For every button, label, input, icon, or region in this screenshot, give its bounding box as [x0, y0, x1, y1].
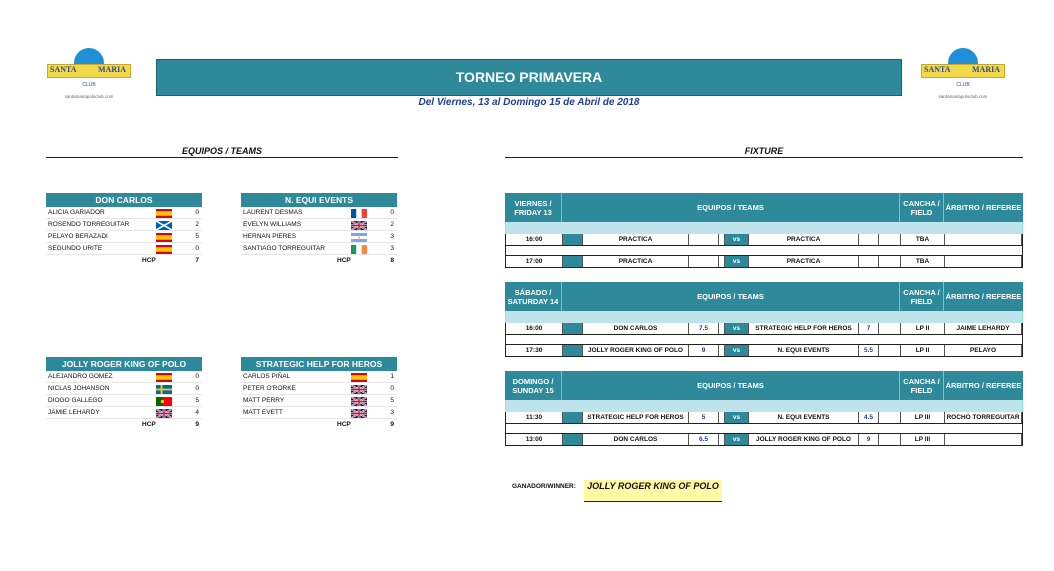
ireland-flag-icon	[351, 245, 367, 254]
player-row	[241, 383, 397, 395]
player-name: SEGUNDO URITE	[48, 245, 103, 252]
home-team: DON CARLOS	[583, 323, 689, 334]
away-score: 5.5	[859, 345, 879, 356]
match-row	[505, 434, 1023, 446]
spain-flag-icon	[156, 373, 172, 382]
player-name: SANTIAGO TORREGUITAR	[243, 245, 325, 252]
player-name: MATT PERRY	[243, 397, 285, 404]
player-name: DIOGO GALLEGO	[48, 397, 103, 404]
team-total: HCP 7	[142, 257, 199, 264]
player-name: NICLAS JOHANSON	[48, 385, 110, 392]
away-score: 7	[859, 323, 879, 334]
player-handicap: 4	[195, 409, 199, 416]
match-referee	[945, 434, 1022, 445]
match-time: 17:00	[506, 256, 563, 267]
player-handicap: 0	[390, 209, 394, 216]
player-row	[241, 219, 397, 231]
player-name: PETER O'RORKE	[243, 385, 296, 392]
page-title: TORNEO PRIMAVERA	[156, 59, 902, 96]
match-referee	[945, 256, 1022, 267]
player-row	[241, 243, 397, 255]
uk-flag-icon	[351, 409, 367, 418]
player-row	[46, 207, 202, 219]
away-team: STRATEGIC HELP FOR HEROS	[749, 323, 859, 334]
home-team: JOLLY ROGER KING OF POLO	[583, 345, 689, 356]
player-name: ALEJANDRO GOMEZ	[48, 373, 113, 380]
spain-flag-icon	[156, 245, 172, 254]
player-handicap: 0	[195, 209, 199, 216]
fixture-heading: FIXTURE	[505, 146, 1023, 158]
player-row	[241, 395, 397, 407]
player-row	[241, 231, 397, 243]
vs-label: vs	[725, 323, 749, 334]
player-handicap: 0	[390, 385, 394, 392]
home-score: 5	[689, 412, 719, 423]
sweden-flag-icon	[156, 385, 172, 394]
teams-heading: EQUIPOS / TEAMS	[46, 146, 398, 158]
winner-box: JOLLY ROGER KING OF POLO	[584, 480, 722, 502]
fixture-day	[505, 193, 1023, 268]
player-row	[46, 231, 202, 243]
match-row	[505, 412, 1023, 424]
away-team: PRACTICA	[749, 256, 859, 267]
argentina-flag-icon	[351, 233, 367, 242]
team-name: STRATEGIC HELP FOR HEROS	[241, 357, 397, 371]
uk-flag-icon	[351, 221, 367, 230]
teams-col-header: EQUIPOS / TEAMS	[562, 193, 900, 222]
day-label: SÁBADO / SATURDAY 14	[505, 282, 562, 311]
player-row	[241, 407, 397, 419]
match-row	[505, 234, 1023, 246]
vs-label: vs	[725, 256, 749, 267]
team-card	[241, 357, 397, 431]
player-handicap: 0	[195, 385, 199, 392]
vs-label: vs	[725, 345, 749, 356]
player-name: JAMIE LEHARDY	[48, 409, 100, 416]
vs-label: vs	[725, 412, 749, 423]
team-total: HCP 8	[337, 257, 394, 264]
player-handicap: 3	[390, 233, 394, 240]
player-name: HERNAN PIERES	[243, 233, 297, 240]
away-score: 9	[859, 434, 879, 445]
match-time: 11:30	[506, 412, 563, 423]
team-name: N. EQUI EVENTS	[241, 193, 397, 207]
match-time: 17:30	[506, 345, 563, 356]
teams-col-header: EQUIPOS / TEAMS	[562, 371, 900, 400]
uk-flag-icon	[351, 397, 367, 406]
away-score	[859, 234, 879, 245]
player-handicap: 3	[390, 409, 394, 416]
fixture-day	[505, 371, 1023, 446]
player-handicap: 0	[195, 245, 199, 252]
home-score	[689, 256, 719, 267]
fixture-day	[505, 282, 1023, 357]
player-name: EVELYN WILLIAMS	[243, 221, 302, 228]
away-score	[859, 256, 879, 267]
field-col-header: CANCHA / FIELD	[900, 282, 944, 311]
player-name: PELAYO BERAZADI	[48, 233, 108, 240]
club-logo-right: SANTA MARIA CLUB santamariapoloclub.com	[918, 44, 1008, 114]
home-score: 6.5	[689, 434, 719, 445]
player-name: ROSENDO TORREGUITAR	[48, 221, 130, 228]
player-row	[241, 207, 397, 219]
match-field: LP III	[901, 412, 945, 423]
home-score: 7.5	[689, 323, 719, 334]
player-row	[46, 219, 202, 231]
player-handicap: 2	[390, 221, 394, 228]
player-name: ALICIA GARIADOR	[48, 209, 105, 216]
match-referee: PELAYO	[945, 345, 1022, 356]
match-time: 16:00	[506, 323, 563, 334]
winner-label: GANADOR/WINNER:	[512, 483, 576, 490]
uk-flag-icon	[156, 409, 172, 418]
team-card	[46, 357, 202, 431]
match-row	[505, 256, 1023, 268]
home-team: DON CARLOS	[583, 434, 689, 445]
match-time: 16:00	[506, 234, 563, 245]
scotland-flag-icon	[156, 221, 172, 230]
match-row	[505, 345, 1023, 357]
player-name: CARLOS PIÑAL	[243, 373, 291, 380]
player-name: MATT EVETT	[243, 409, 283, 416]
match-field: LP II	[901, 345, 945, 356]
player-row	[241, 371, 397, 383]
player-handicap: 5	[195, 397, 199, 404]
day-label: DOMINGO / SUNDAY 15	[505, 371, 562, 400]
france-flag-icon	[351, 209, 367, 218]
page-subtitle: Del Viernes, 13 al Domingo 15 de Abril de 2018	[418, 97, 640, 108]
field-col-header: CANCHA / FIELD	[900, 193, 944, 222]
referee-col-header: ÁRBITRO / REFEREE	[945, 292, 1022, 301]
spain-flag-icon	[156, 209, 172, 218]
player-handicap: 3	[390, 245, 394, 252]
field-col-header: CANCHA / FIELD	[900, 371, 944, 400]
day-label: VIERNES / FRIDAY 13	[505, 193, 562, 222]
teams-col-header: EQUIPOS / TEAMS	[562, 282, 900, 311]
match-time: 13:00	[506, 434, 563, 445]
portugal-flag-icon	[156, 397, 172, 406]
team-total: HCP 9	[142, 421, 199, 428]
match-referee	[945, 234, 1022, 245]
away-score: 4.5	[859, 412, 879, 423]
spain-flag-icon	[156, 233, 172, 242]
uk-flag-icon	[351, 385, 367, 394]
vs-label: vs	[725, 434, 749, 445]
home-score: 9	[689, 345, 719, 356]
home-team: PRACTICA	[583, 256, 689, 267]
player-row	[46, 407, 202, 419]
away-team: PRACTICA	[749, 234, 859, 245]
match-field: TBA	[901, 256, 945, 267]
match-field: TBA	[901, 234, 945, 245]
match-referee: ROCHO TORREGUITAR	[945, 412, 1022, 423]
club-logo-left: SANTA MARIA CLUB santamariapoloclub.com	[44, 44, 134, 114]
away-team: N. EQUI EVENTS	[749, 345, 859, 356]
team-name: JOLLY ROGER KING OF POLO	[46, 357, 202, 371]
referee-col-header: ÁRBITRO / REFEREE	[945, 203, 1022, 212]
team-name: DON CARLOS	[46, 193, 202, 207]
player-row	[46, 395, 202, 407]
player-row	[46, 383, 202, 395]
match-field: LP II	[901, 323, 945, 334]
away-team: N. EQUI EVENTS	[749, 412, 859, 423]
match-referee: JAIME LEHARDY	[945, 323, 1022, 334]
player-row	[46, 243, 202, 255]
player-handicap: 2	[195, 221, 199, 228]
match-row	[505, 323, 1023, 335]
team-card	[46, 193, 202, 267]
player-name: LAURENT DESMAS	[243, 209, 303, 216]
away-team: JOLLY ROGER KING OF POLO	[749, 434, 859, 445]
player-handicap: 5	[195, 233, 199, 240]
player-handicap: 1	[390, 373, 394, 380]
home-team: PRACTICA	[583, 234, 689, 245]
referee-col-header: ÁRBITRO / REFEREE	[945, 381, 1022, 390]
team-card	[241, 193, 397, 267]
team-total: HCP 9	[337, 421, 394, 428]
home-team: STRATEGIC HELP FOR HEROS	[583, 412, 689, 423]
home-score	[689, 234, 719, 245]
player-handicap: 0	[195, 373, 199, 380]
match-field: LP III	[901, 434, 945, 445]
player-handicap: 5	[390, 397, 394, 404]
player-row	[46, 371, 202, 383]
vs-label: vs	[725, 234, 749, 245]
spain-flag-icon	[351, 373, 367, 382]
